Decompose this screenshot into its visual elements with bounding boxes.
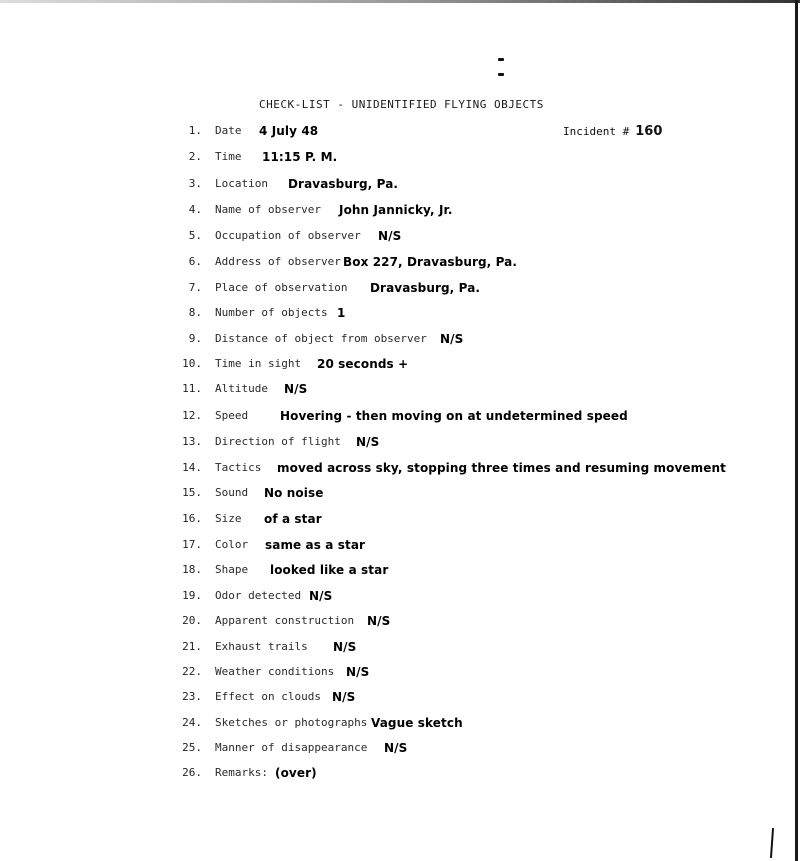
item-number: 26. <box>182 766 202 779</box>
item-label: Sound <box>215 486 249 499</box>
item-label: Remarks: <box>215 766 268 779</box>
item-value: N/S <box>440 332 464 346</box>
item-label: Place of observation <box>215 281 348 294</box>
item-number: 13. <box>182 435 202 448</box>
item-label: Tactics <box>215 461 262 474</box>
item-label: Exhaust trails <box>215 640 308 653</box>
item-label: Direction of flight <box>215 435 341 448</box>
item-value: looked like a star <box>270 563 389 577</box>
item-label: Date <box>215 124 242 137</box>
item-label: Manner of disappearance <box>215 741 368 754</box>
item-number: 14. <box>182 461 202 474</box>
item-value: John Jannicky, Jr. <box>339 203 453 217</box>
item-value: N/S <box>367 614 391 628</box>
item-value: Vague sketch <box>371 716 463 730</box>
item-label: Occupation of observer <box>215 229 361 242</box>
item-label: Effect on clouds <box>215 690 321 703</box>
item-value: N/S <box>333 640 357 654</box>
item-label: Time in sight <box>215 357 302 370</box>
item-number: 6. <box>188 255 202 268</box>
punch-mark <box>498 73 504 76</box>
item-label: Weather conditions <box>215 665 335 678</box>
item-number: 7. <box>188 281 202 294</box>
item-label: Shape <box>215 563 249 576</box>
item-number: 16. <box>182 512 202 525</box>
item-value: 20 seconds + <box>317 357 409 371</box>
item-label: Altitude <box>215 382 268 395</box>
item-value: N/S <box>332 690 356 704</box>
item-number: 17. <box>182 538 202 551</box>
incident-value: 160 <box>635 124 663 139</box>
item-value: Box 227, Dravasburg, Pa. <box>343 255 518 269</box>
item-number: 25. <box>182 741 202 754</box>
scan-top-edge <box>0 0 800 3</box>
item-label: Speed <box>215 409 249 422</box>
item-number: 2. <box>188 150 202 163</box>
item-value: No noise <box>264 486 324 500</box>
item-label: Location <box>215 177 268 190</box>
item-number: 3. <box>188 177 202 190</box>
item-value: 11:15 P. M. <box>262 150 338 164</box>
item-value: N/S <box>356 435 380 449</box>
item-value: moved across sky, stopping three times and resuming movement <box>277 461 726 475</box>
item-number: 22. <box>182 665 202 678</box>
item-number: 9. <box>188 332 202 345</box>
pen-mark <box>770 828 774 858</box>
item-number: 10. <box>182 357 202 370</box>
item-label: Distance of object from observer <box>215 332 427 345</box>
punch-mark <box>498 58 504 61</box>
incident-label: Incident # <box>563 125 630 138</box>
item-value: Dravasburg, Pa. <box>288 177 399 191</box>
item-number: 8. <box>188 306 202 319</box>
item-number: 15. <box>182 486 202 499</box>
item-number: 11. <box>182 382 202 395</box>
incident-number <box>563 124 662 139</box>
item-value: 1 <box>337 306 346 320</box>
item-number: 23. <box>182 690 202 703</box>
item-label: Color <box>215 538 249 551</box>
item-value: N/S <box>346 665 370 679</box>
item-number: 24. <box>182 716 202 729</box>
item-value: Hovering - then moving on at undetermined speed <box>280 409 628 423</box>
item-value: N/S <box>309 589 333 603</box>
item-number: 12. <box>182 409 202 422</box>
item-value: same as a star <box>265 538 366 552</box>
item-number: 5. <box>188 229 202 242</box>
item-label: Number of objects <box>215 306 328 319</box>
item-value: Dravasburg, Pa. <box>370 281 481 295</box>
item-number: 18. <box>182 563 202 576</box>
item-number: 21. <box>182 640 202 653</box>
item-value: N/S <box>378 229 402 243</box>
item-label: Odor detected <box>215 589 302 602</box>
item-value: (over) <box>275 766 317 780</box>
item-label: Apparent construction <box>215 614 355 627</box>
item-number: 4. <box>188 203 202 216</box>
scan-right-edge <box>795 0 798 861</box>
item-label: Time <box>215 150 242 163</box>
item-number: 20. <box>182 614 202 627</box>
item-value: 4 July 48 <box>259 124 319 138</box>
item-value: N/S <box>284 382 308 396</box>
page-title: CHECK-LIST - UNIDENTIFIED FLYING OBJECTS <box>259 98 544 111</box>
item-label: Sketches or photographs <box>215 716 368 729</box>
item-label: Address of observer <box>215 255 341 268</box>
item-label: Name of observer <box>215 203 321 216</box>
item-label: Size <box>215 512 242 525</box>
item-number: 1. <box>188 124 202 137</box>
item-number: 19. <box>182 589 202 602</box>
item-value: N/S <box>384 741 408 755</box>
item-value: of a star <box>264 512 322 526</box>
